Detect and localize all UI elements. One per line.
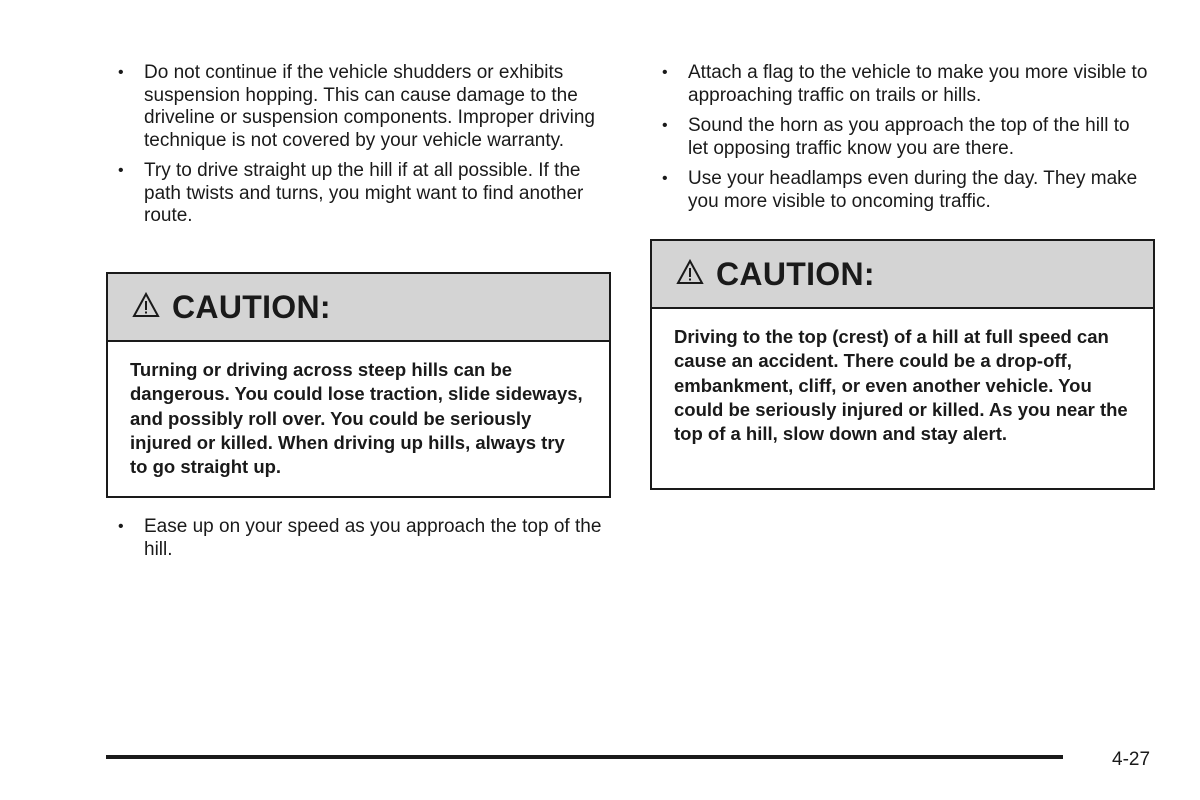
list-item — [106, 62, 601, 152]
page-number: 4-27 — [1112, 749, 1151, 770]
bullet-list — [106, 516, 611, 569]
bullet-list — [650, 62, 1150, 213]
caution-text: Driving to the top (crest) of a hill at full speed can cause an accident. There could be a drop-off, embankment, cliff, or even another vehicle. You could be seriously injured or killed. As you near the top of a hill, slow down and stay alert. — [674, 326, 1128, 445]
list-item — [650, 168, 1150, 213]
bullet-text: Do not continue if the vehicle shudders or exhibits suspension hopping. This can cause damage to the driveline or suspension components. Improper driving technique is not covered by your vehicle warranty. — [144, 62, 595, 151]
bullet-text: Use your headlamps even during the day. They make you more visible to oncoming traffic. — [688, 168, 1138, 212]
left-column — [106, 0, 611, 560]
bullet-icon: • — [662, 170, 668, 187]
bullet-icon: • — [662, 64, 668, 81]
list-item — [650, 115, 1150, 160]
caution-box — [106, 272, 611, 498]
warning-triangle-icon — [676, 259, 704, 285]
bullet-text: Attach a flag to the vehicle to make you more visible to approaching traffic on trails or hills. — [688, 62, 1148, 106]
list-item — [650, 62, 1150, 107]
caution-title: CAUTION: — [172, 288, 331, 325]
bullet-icon: • — [118, 162, 124, 179]
caution-header — [652, 241, 1153, 309]
bullet-text: Try to drive straight up the hill if at all possible. If the path twists and turns, you might want to find another route. — [144, 160, 584, 226]
list-item — [106, 516, 611, 561]
bullet-text: Sound the horn as you approach the top of the hill to let opposing traffic know you are there. — [688, 115, 1130, 159]
caution-box — [650, 239, 1155, 490]
warning-triangle-icon — [132, 292, 160, 318]
bullet-icon: • — [662, 117, 668, 134]
list-item — [106, 160, 601, 228]
caution-title: CAUTION: — [716, 255, 875, 292]
right-column — [650, 0, 1155, 445]
bullet-text: Ease up on your speed as you approach the top of the hill. — [144, 516, 602, 560]
bullet-icon: • — [118, 518, 124, 535]
caution-text: Turning or driving across steep hills can be dangerous. You could lose traction, slide sideways, and possibly roll over. You could be seriously injured or killed. When driving up hills, always try to go straight up. — [130, 359, 583, 478]
caution-header — [108, 274, 609, 342]
footer-rule — [106, 755, 1063, 759]
bullet-list — [106, 62, 601, 228]
bullet-icon: • — [118, 64, 124, 81]
